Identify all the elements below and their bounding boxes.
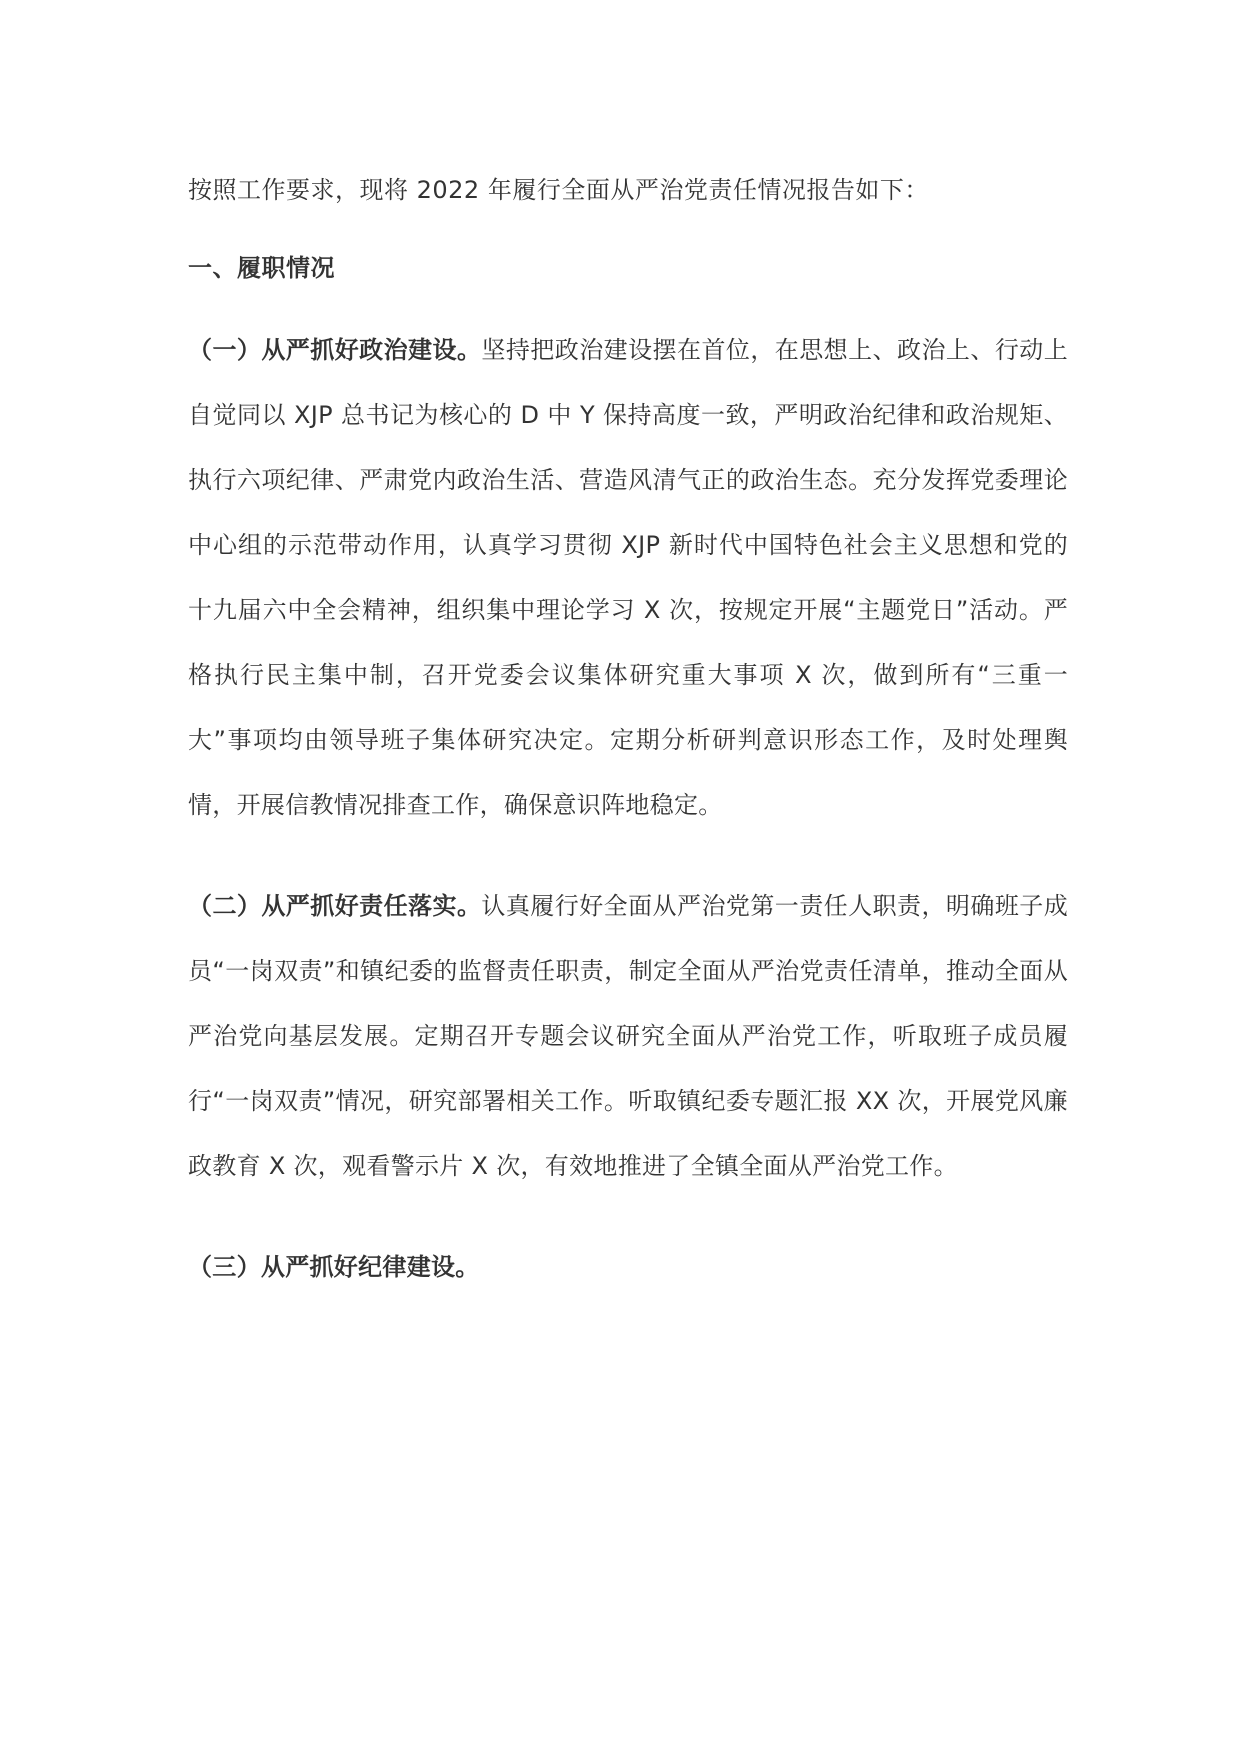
paragraph-lead: 从严抓好责任落实。 [261,892,482,920]
paragraph-number: （一） [188,336,262,364]
paragraph-discipline [188,1235,1068,1300]
intro-paragraph: 按照工作要求，现将 2022 年履行全面从严治党责任情况报告如下： [188,176,929,204]
paragraph-number: （三） [188,1253,261,1281]
section-heading-performance: 一、履职情况 [188,254,335,282]
paragraph-political-construction [188,318,1068,838]
paragraph-lead: 从严抓好政治建设。 [261,336,482,364]
paragraph-lead: 从严抓好纪律建设。 [260,1253,480,1281]
paragraph-body: 认真履行好全面从严治党第一责任人职责，明确班子成员“一岗双责”和镇纪委的监督责任职责，制定全面从严治党责任清单，推动全面从严治党向基层发展。定期召开专题会议研究全面从严治党工作，听取班子成员履行“一岗双责”情况，研究部署相关工作。听取镇纪委专题汇报 XX 次，开展党风廉政教育 X 次，观看警示片 X 次，有效地推进了全镇全面从严治党工作。 [188,892,1069,1180]
paragraph-number: （二） [188,892,262,920]
document-body [188,170,1068,1300]
paragraph-body: 坚持把政治建设摆在首位，在思想上、政治上、行动上自觉同以 XJP 总书记为核心的 D 中 Y 保持高度一致，严明政治纪律和政治规矩、执行六项纪律、严肃党内政治生活、营造风清气正的政治生态。充分发挥党委理论中心组的示范带动作用，认真学习贯彻 XJP 新时代中国特色社会主义思想和党的十九届六中全会精神，组织集中理论学习 X 次，按规定开展“主题党日”活动。严格执行民主集中制，召开党委会议集体研究重大事项 X 次，做到所有“三重一大”事项均由领导班子集体研究决定。定期分析研判意识形态工作，及时处理舆情，开展信教情况排查工作，确保意识阵地稳定。 [188,336,1069,819]
paragraph-responsibility [188,874,1068,1199]
